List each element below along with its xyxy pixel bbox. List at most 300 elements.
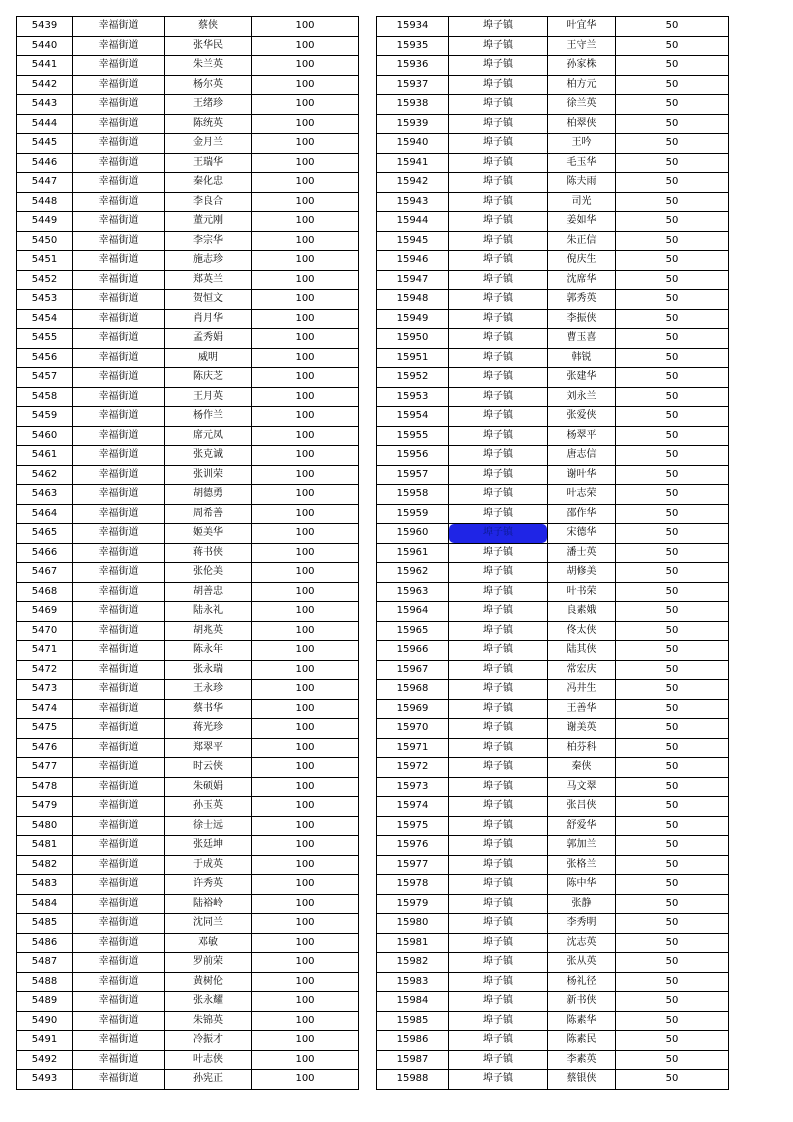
left-cell-amount: 100 xyxy=(252,953,359,973)
right-cell-name: 张格兰 xyxy=(548,855,616,875)
right-cell-id: 15969 xyxy=(377,699,449,719)
left-cell-id: 5463 xyxy=(17,485,73,505)
left-cell-name: 王永珍 xyxy=(165,680,252,700)
left-cell-street: 幸福街道 xyxy=(73,758,165,778)
right-cell-name: 舒爱华 xyxy=(548,816,616,836)
right-table-row xyxy=(377,446,729,466)
left-cell-name: 李良合 xyxy=(165,192,252,212)
left-cell-street: 幸福街道 xyxy=(73,719,165,739)
right-cell-id: 15966 xyxy=(377,641,449,661)
left-cell-name: 蔡书华 xyxy=(165,699,252,719)
left-cell-amount: 100 xyxy=(252,777,359,797)
left-cell-street: 幸福街道 xyxy=(73,1070,165,1090)
right-cell-town: 埠子镇 xyxy=(449,348,548,368)
right-table-row xyxy=(377,407,729,427)
right-table-row xyxy=(377,953,729,973)
left-cell-id: 5462 xyxy=(17,465,73,485)
left-table-row xyxy=(17,933,359,953)
right-cell-name: 叶书荣 xyxy=(548,582,616,602)
right-cell-amount: 50 xyxy=(616,699,729,719)
right-cell-town: 埠子镇 xyxy=(449,95,548,115)
right-cell-town: 埠子镇 xyxy=(449,114,548,134)
left-cell-name: 张伦美 xyxy=(165,563,252,583)
right-cell-amount: 50 xyxy=(616,641,729,661)
left-cell-id: 5454 xyxy=(17,309,73,329)
left-cell-id: 5456 xyxy=(17,348,73,368)
right-cell-amount: 50 xyxy=(616,1050,729,1070)
left-cell-id: 5461 xyxy=(17,446,73,466)
right-table-row xyxy=(377,75,729,95)
right-cell-id: 15952 xyxy=(377,368,449,388)
left-cell-street: 幸福街道 xyxy=(73,134,165,154)
right-cell-id: 15977 xyxy=(377,855,449,875)
left-cell-amount: 100 xyxy=(252,699,359,719)
left-table-row xyxy=(17,797,359,817)
left-table xyxy=(16,16,359,1090)
left-cell-amount: 100 xyxy=(252,56,359,76)
right-cell-name: 蔡银侠 xyxy=(548,1070,616,1090)
right-cell-amount: 50 xyxy=(616,972,729,992)
right-cell-name: 郭秀英 xyxy=(548,290,616,310)
right-cell-name: 张吕侠 xyxy=(548,797,616,817)
right-cell-name: 柏翠侠 xyxy=(548,114,616,134)
left-cell-name: 徐士远 xyxy=(165,816,252,836)
left-cell-street: 幸福街道 xyxy=(73,836,165,856)
left-cell-amount: 100 xyxy=(252,1050,359,1070)
left-cell-street: 幸福街道 xyxy=(73,699,165,719)
left-cell-name: 席元凤 xyxy=(165,426,252,446)
left-cell-id: 5493 xyxy=(17,1070,73,1090)
right-table-row xyxy=(377,465,729,485)
right-cell-name: 曹玉喜 xyxy=(548,329,616,349)
left-cell-id: 5453 xyxy=(17,290,73,310)
right-cell-id: 15955 xyxy=(377,426,449,446)
right-cell-amount: 50 xyxy=(616,192,729,212)
right-table-row xyxy=(377,95,729,115)
left-cell-name: 郑翠平 xyxy=(165,738,252,758)
right-cell-town: 埠子镇 xyxy=(449,543,548,563)
left-cell-name: 张永瑞 xyxy=(165,660,252,680)
right-cell-name: 沈志英 xyxy=(548,933,616,953)
left-cell-amount: 100 xyxy=(252,387,359,407)
left-cell-street: 幸福街道 xyxy=(73,114,165,134)
right-cell-name: 张爱侠 xyxy=(548,407,616,427)
right-table-row xyxy=(377,777,729,797)
left-cell-street: 幸福街道 xyxy=(73,563,165,583)
left-cell-street: 幸福街道 xyxy=(73,95,165,115)
right-cell-name: 陈中华 xyxy=(548,875,616,895)
left-table-row xyxy=(17,699,359,719)
right-cell-amount: 50 xyxy=(616,75,729,95)
left-cell-street: 幸福街道 xyxy=(73,660,165,680)
left-cell-amount: 100 xyxy=(252,114,359,134)
left-cell-id: 5449 xyxy=(17,212,73,232)
right-table-row xyxy=(377,582,729,602)
right-cell-town: 埠子镇 xyxy=(449,212,548,232)
right-cell-amount: 50 xyxy=(616,387,729,407)
right-cell-amount: 50 xyxy=(616,660,729,680)
right-cell-amount: 50 xyxy=(616,504,729,524)
right-cell-name: 沈席华 xyxy=(548,270,616,290)
right-cell-amount: 50 xyxy=(616,1031,729,1051)
left-cell-id: 5482 xyxy=(17,855,73,875)
left-table-row xyxy=(17,836,359,856)
right-cell-id: 15954 xyxy=(377,407,449,427)
right-cell-name: 毛玉华 xyxy=(548,153,616,173)
right-cell-id: 15944 xyxy=(377,212,449,232)
right-cell-town: 埠子镇 xyxy=(449,387,548,407)
left-cell-street: 幸福街道 xyxy=(73,855,165,875)
right-table-row xyxy=(377,192,729,212)
left-cell-street: 幸福街道 xyxy=(73,1050,165,1070)
right-cell-amount: 50 xyxy=(616,582,729,602)
left-cell-street: 幸福街道 xyxy=(73,368,165,388)
left-cell-name: 孙玉英 xyxy=(165,797,252,817)
right-table-row xyxy=(377,1050,729,1070)
right-cell-id: 15935 xyxy=(377,36,449,56)
right-cell-amount: 50 xyxy=(616,953,729,973)
left-table-row xyxy=(17,192,359,212)
left-cell-amount: 100 xyxy=(252,348,359,368)
left-cell-street: 幸福街道 xyxy=(73,407,165,427)
right-table-row xyxy=(377,660,729,680)
left-cell-name: 黄树伦 xyxy=(165,972,252,992)
left-cell-id: 5455 xyxy=(17,329,73,349)
right-cell-amount: 50 xyxy=(616,1011,729,1031)
left-cell-street: 幸福街道 xyxy=(73,17,165,37)
left-cell-name: 周希善 xyxy=(165,504,252,524)
left-cell-name: 董元刚 xyxy=(165,212,252,232)
right-cell-town: 埠子镇 xyxy=(449,953,548,973)
left-cell-street: 幸福街道 xyxy=(73,309,165,329)
right-table-row xyxy=(377,738,729,758)
right-cell-amount: 50 xyxy=(616,153,729,173)
left-cell-amount: 100 xyxy=(252,485,359,505)
left-cell-street: 幸福街道 xyxy=(73,777,165,797)
left-table-row xyxy=(17,543,359,563)
right-cell-town: 埠子镇 xyxy=(449,75,548,95)
right-cell-town: 埠子镇 xyxy=(449,1070,548,1090)
right-cell-amount: 50 xyxy=(616,563,729,583)
left-cell-street: 幸福街道 xyxy=(73,485,165,505)
left-cell-street: 幸福街道 xyxy=(73,270,165,290)
right-cell-town: 埠子镇 xyxy=(449,1050,548,1070)
left-cell-amount: 100 xyxy=(252,797,359,817)
right-cell-id: 15976 xyxy=(377,836,449,856)
right-cell-amount: 50 xyxy=(616,114,729,134)
left-table-row xyxy=(17,309,359,329)
left-cell-amount: 100 xyxy=(252,914,359,934)
right-cell-amount: 50 xyxy=(616,134,729,154)
left-cell-id: 5439 xyxy=(17,17,73,37)
left-cell-id: 5485 xyxy=(17,914,73,934)
right-cell-town: 埠子镇 xyxy=(449,660,548,680)
right-table-row xyxy=(377,641,729,661)
right-cell-id: 15941 xyxy=(377,153,449,173)
right-cell-name: 冯井生 xyxy=(548,680,616,700)
left-cell-id: 5489 xyxy=(17,992,73,1012)
left-cell-id: 5478 xyxy=(17,777,73,797)
right-cell-name: 司光 xyxy=(548,192,616,212)
left-table-row xyxy=(17,251,359,271)
right-cell-amount: 50 xyxy=(616,758,729,778)
left-cell-amount: 100 xyxy=(252,446,359,466)
left-table-row xyxy=(17,1011,359,1031)
right-cell-amount: 50 xyxy=(616,1070,729,1090)
right-table-row xyxy=(377,992,729,1012)
right-cell-amount: 50 xyxy=(616,992,729,1012)
right-cell-name: 陈素华 xyxy=(548,1011,616,1031)
right-cell-name: 张静 xyxy=(548,894,616,914)
left-cell-name: 陈庆芝 xyxy=(165,368,252,388)
left-cell-street: 幸福街道 xyxy=(73,465,165,485)
left-cell-id: 5491 xyxy=(17,1031,73,1051)
left-cell-amount: 100 xyxy=(252,36,359,56)
right-cell-id: 15947 xyxy=(377,270,449,290)
left-cell-amount: 100 xyxy=(252,1070,359,1090)
right-table-row xyxy=(377,914,729,934)
left-cell-amount: 100 xyxy=(252,660,359,680)
left-cell-street: 幸福街道 xyxy=(73,75,165,95)
right-cell-id: 15958 xyxy=(377,485,449,505)
right-cell-amount: 50 xyxy=(616,875,729,895)
left-cell-street: 幸福街道 xyxy=(73,543,165,563)
left-table-row xyxy=(17,758,359,778)
left-cell-name: 张克诚 xyxy=(165,446,252,466)
right-cell-name: 胡修美 xyxy=(548,563,616,583)
right-cell-name: 唐志信 xyxy=(548,446,616,466)
right-cell-name: 良素娥 xyxy=(548,602,616,622)
left-cell-name: 张廷坤 xyxy=(165,836,252,856)
right-table-row xyxy=(377,114,729,134)
right-cell-id: 15981 xyxy=(377,933,449,953)
left-cell-amount: 100 xyxy=(252,192,359,212)
left-cell-name: 张永耀 xyxy=(165,992,252,1012)
right-cell-amount: 50 xyxy=(616,270,729,290)
right-cell-name: 陈素民 xyxy=(548,1031,616,1051)
right-cell-town: 埠子镇 xyxy=(449,192,548,212)
left-cell-id: 5441 xyxy=(17,56,73,76)
right-cell-name: 韩锐 xyxy=(548,348,616,368)
right-cell-amount: 50 xyxy=(616,524,729,544)
right-cell-town: 埠子镇 xyxy=(449,1011,548,1031)
left-cell-name: 冷振才 xyxy=(165,1031,252,1051)
right-table xyxy=(376,16,729,1090)
right-cell-town: 埠子镇 xyxy=(449,641,548,661)
left-table-row xyxy=(17,368,359,388)
left-cell-amount: 100 xyxy=(252,212,359,232)
right-cell-id: 15960 xyxy=(377,524,449,544)
right-cell-name: 柏方元 xyxy=(548,75,616,95)
right-cell-id: 15939 xyxy=(377,114,449,134)
left-table-row xyxy=(17,777,359,797)
left-cell-amount: 100 xyxy=(252,816,359,836)
right-cell-town: 埠子镇 xyxy=(449,797,548,817)
highlighted-cell-text: 埠子镇 xyxy=(483,527,513,539)
left-table-row xyxy=(17,582,359,602)
left-table-row xyxy=(17,348,359,368)
right-cell-name: 常宏庆 xyxy=(548,660,616,680)
left-cell-id: 5492 xyxy=(17,1050,73,1070)
right-cell-town: 埠子镇 xyxy=(449,134,548,154)
left-cell-id: 5471 xyxy=(17,641,73,661)
left-table-row xyxy=(17,972,359,992)
left-cell-id: 5448 xyxy=(17,192,73,212)
left-cell-name: 胡善忠 xyxy=(165,582,252,602)
right-cell-id: 15959 xyxy=(377,504,449,524)
left-cell-id: 5447 xyxy=(17,173,73,193)
left-cell-amount: 100 xyxy=(252,426,359,446)
right-cell-town: 埠子镇 xyxy=(449,777,548,797)
left-cell-id: 5484 xyxy=(17,894,73,914)
right-cell-name: 叶志荣 xyxy=(548,485,616,505)
right-cell-town: 埠子镇 xyxy=(449,36,548,56)
right-cell-town: 埠子镇 xyxy=(449,251,548,271)
right-cell-town: 埠子镇 xyxy=(449,563,548,583)
left-cell-name: 郑英兰 xyxy=(165,270,252,290)
right-cell-name: 王吟 xyxy=(548,134,616,154)
right-cell-name: 徐兰英 xyxy=(548,95,616,115)
left-cell-name: 张训荣 xyxy=(165,465,252,485)
right-cell-id: 15978 xyxy=(377,875,449,895)
left-table-body xyxy=(17,17,359,1090)
right-cell-name: 郭加兰 xyxy=(548,836,616,856)
right-cell-id: 15942 xyxy=(377,173,449,193)
right-table-row xyxy=(377,212,729,232)
left-table-row xyxy=(17,504,359,524)
right-cell-town: 埠子镇 xyxy=(449,368,548,388)
left-cell-name: 朱兰英 xyxy=(165,56,252,76)
right-cell-amount: 50 xyxy=(616,56,729,76)
right-cell-town: 埠子镇 xyxy=(449,816,548,836)
right-cell-id: 15934 xyxy=(377,17,449,37)
right-cell-town: 埠子镇 xyxy=(449,914,548,934)
left-cell-id: 5459 xyxy=(17,407,73,427)
right-cell-name: 王善华 xyxy=(548,699,616,719)
left-cell-id: 5468 xyxy=(17,582,73,602)
right-cell-amount: 50 xyxy=(616,446,729,466)
left-cell-id: 5444 xyxy=(17,114,73,134)
left-cell-street: 幸福街道 xyxy=(73,524,165,544)
left-cell-id: 5465 xyxy=(17,524,73,544)
right-cell-town: 埠子镇 xyxy=(449,933,548,953)
right-table-row xyxy=(377,563,729,583)
left-table-row xyxy=(17,894,359,914)
left-cell-id: 5481 xyxy=(17,836,73,856)
right-cell-name: 张建华 xyxy=(548,368,616,388)
right-cell-id: 15962 xyxy=(377,563,449,583)
right-cell-town: 埠子镇 xyxy=(449,231,548,251)
left-cell-street: 幸福街道 xyxy=(73,212,165,232)
left-cell-street: 幸福街道 xyxy=(73,894,165,914)
right-cell-town: 埠子镇 xyxy=(449,17,548,37)
right-cell-name: 李振侠 xyxy=(548,309,616,329)
left-cell-name: 施志珍 xyxy=(165,251,252,271)
left-table-row xyxy=(17,426,359,446)
right-table-row xyxy=(377,1070,729,1090)
right-cell-id: 15988 xyxy=(377,1070,449,1090)
right-cell-amount: 50 xyxy=(616,309,729,329)
left-cell-street: 幸福街道 xyxy=(73,446,165,466)
left-cell-street: 幸福街道 xyxy=(73,251,165,271)
right-cell-town: 埠子镇 xyxy=(449,309,548,329)
left-cell-amount: 100 xyxy=(252,758,359,778)
right-cell-name: 陆其侠 xyxy=(548,641,616,661)
right-cell-name: 佟太侠 xyxy=(548,621,616,641)
right-table-row xyxy=(377,524,729,544)
right-table-row xyxy=(377,173,729,193)
right-cell-amount: 50 xyxy=(616,777,729,797)
left-cell-amount: 100 xyxy=(252,17,359,37)
left-cell-name: 李宗华 xyxy=(165,231,252,251)
left-cell-street: 幸福街道 xyxy=(73,1031,165,1051)
right-cell-town: 埠子镇 xyxy=(449,758,548,778)
left-cell-id: 5451 xyxy=(17,251,73,271)
left-cell-name: 孙宪正 xyxy=(165,1070,252,1090)
left-table-row xyxy=(17,563,359,583)
left-cell-street: 幸福街道 xyxy=(73,933,165,953)
left-cell-amount: 100 xyxy=(252,1031,359,1051)
right-table-row xyxy=(377,602,729,622)
right-cell-name: 马文翠 xyxy=(548,777,616,797)
right-cell-id: 15964 xyxy=(377,602,449,622)
right-cell-amount: 50 xyxy=(616,251,729,271)
right-cell-id: 15938 xyxy=(377,95,449,115)
left-cell-amount: 100 xyxy=(252,738,359,758)
left-table-row xyxy=(17,992,359,1012)
right-cell-id: 15979 xyxy=(377,894,449,914)
left-cell-amount: 100 xyxy=(252,680,359,700)
right-table-row xyxy=(377,699,729,719)
left-cell-id: 5450 xyxy=(17,231,73,251)
left-cell-id: 5480 xyxy=(17,816,73,836)
left-cell-id: 5473 xyxy=(17,680,73,700)
right-cell-amount: 50 xyxy=(616,543,729,563)
left-cell-street: 幸福街道 xyxy=(73,972,165,992)
left-table-row xyxy=(17,524,359,544)
left-table-row xyxy=(17,660,359,680)
right-table-row xyxy=(377,855,729,875)
left-cell-name: 姬美华 xyxy=(165,524,252,544)
left-cell-street: 幸福街道 xyxy=(73,56,165,76)
right-cell-id: 15984 xyxy=(377,992,449,1012)
left-table-row xyxy=(17,290,359,310)
right-table-row xyxy=(377,836,729,856)
right-cell-id: 15974 xyxy=(377,797,449,817)
left-cell-name: 王瑞华 xyxy=(165,153,252,173)
right-table-row xyxy=(377,543,729,563)
right-table-row xyxy=(377,387,729,407)
left-table-row xyxy=(17,75,359,95)
left-cell-amount: 100 xyxy=(252,465,359,485)
left-cell-street: 幸福街道 xyxy=(73,290,165,310)
left-table-row xyxy=(17,446,359,466)
right-cell-town: 埠子镇 xyxy=(449,270,548,290)
right-cell-town: 埠子镇 xyxy=(449,602,548,622)
right-cell-name: 邵作华 xyxy=(548,504,616,524)
right-cell-amount: 50 xyxy=(616,368,729,388)
left-cell-id: 5470 xyxy=(17,621,73,641)
left-table-row xyxy=(17,875,359,895)
left-cell-name: 杨尔英 xyxy=(165,75,252,95)
left-cell-amount: 100 xyxy=(252,563,359,583)
right-cell-id: 15967 xyxy=(377,660,449,680)
left-cell-id: 5472 xyxy=(17,660,73,680)
right-cell-amount: 50 xyxy=(616,231,729,251)
left-cell-id: 5476 xyxy=(17,738,73,758)
left-cell-id: 5445 xyxy=(17,134,73,154)
right-cell-id: 15940 xyxy=(377,134,449,154)
